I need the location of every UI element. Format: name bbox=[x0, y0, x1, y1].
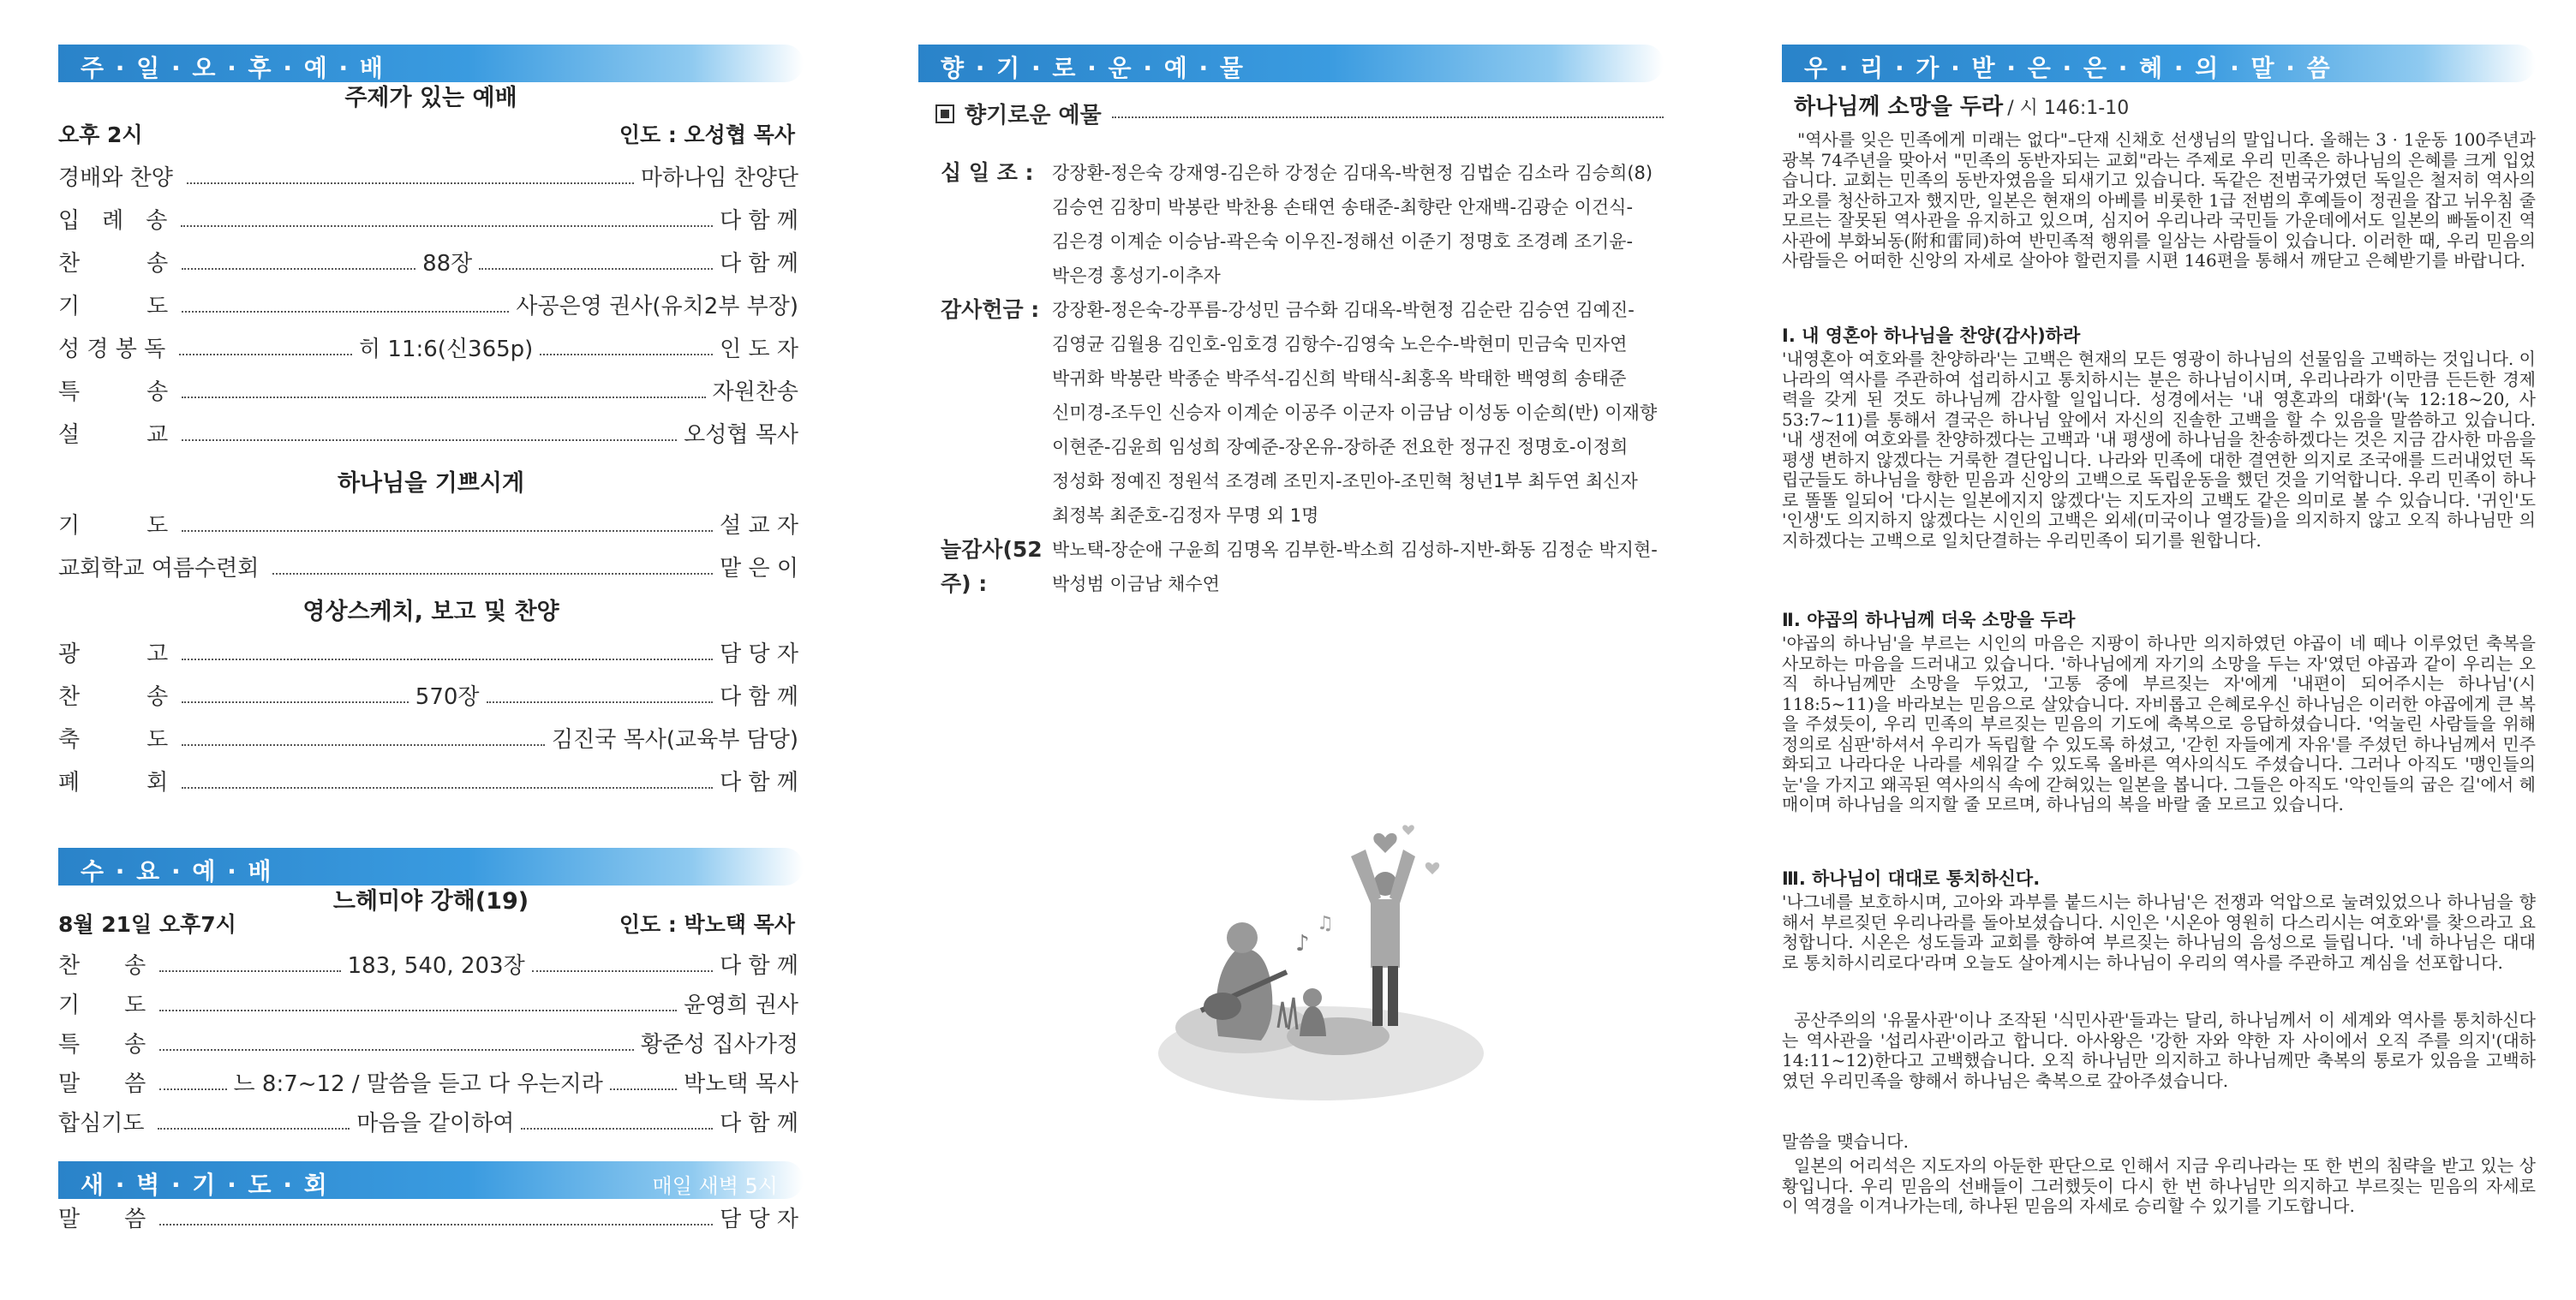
dotted-leader bbox=[182, 701, 409, 703]
order-row-label: 찬 송 bbox=[58, 684, 169, 710]
dotted-leader bbox=[272, 573, 713, 575]
order-row-value: 다 함 께 bbox=[720, 770, 798, 796]
couple-music-illustration bbox=[1141, 822, 1501, 1105]
sermon-point-3-body-2: 공산주의의 '유물사관'이나 조작된 '식민사관'들과는 달리, 하나님께서 이 세계와 역사를 통치하신다는 역사관을 '섭리사관'이라고 합니다. 아사왕은 '강한 자와 약한 자 사이에서 오직 주를 의지'(대하 14:11~12)한다고 고백했습니다. 오직 하나님만 의지하고 하나님께만 축복의 통로가 있음을 고백하였던 우리민족을 향해서 하나님은 축복으로 갚아주셨습니다. bbox=[1782, 1010, 2536, 1091]
order-row-label: 찬 송 bbox=[58, 251, 169, 277]
order-row bbox=[58, 1103, 804, 1137]
order-row-value: 담 당 자 bbox=[720, 1207, 798, 1232]
dotted-leader bbox=[179, 354, 352, 355]
offering-subheader: 향기로운 예물 bbox=[965, 103, 1102, 128]
offering-line bbox=[941, 327, 1669, 361]
wednesday-service-header-title: 수 · 요 · 예 · 배 bbox=[81, 857, 273, 886]
offering-category-label bbox=[941, 327, 1052, 361]
sermon-point-2-heading: Ⅱ. 야곱의 하나님께 더욱 소망을 두라 bbox=[1782, 610, 2076, 630]
offering-subheader-row bbox=[935, 98, 1664, 129]
dotted-leader bbox=[187, 182, 634, 184]
dotted-leader bbox=[182, 659, 713, 660]
order-row-value: 마하나임 찬양단 bbox=[640, 165, 798, 191]
offering-column bbox=[918, 0, 1664, 1300]
order-row bbox=[58, 945, 804, 980]
order-row bbox=[58, 286, 804, 320]
order-row-value: 다 함 께 bbox=[720, 684, 798, 710]
offering-names: 이현준-김윤희 임성희 장예준-장온유-장하준 전요한 정규진 정명호-이정희 bbox=[1052, 437, 1629, 457]
order-row-label: 기 도 bbox=[58, 294, 169, 319]
order-row bbox=[58, 243, 804, 277]
sunday-service-leader: 인도 : 오성협 목사 bbox=[619, 122, 795, 147]
offering-header-title: 향 · 기 · 로 · 운 · 예 · 물 bbox=[941, 54, 1245, 82]
dotted-leader bbox=[159, 1224, 713, 1225]
order-row-label: 교회학교 여름수련회 bbox=[58, 556, 260, 581]
order-row-detail: 88장 bbox=[422, 251, 473, 277]
offering-category-label bbox=[941, 224, 1052, 259]
order-row-label: 축 도 bbox=[58, 727, 169, 753]
order-row-label: 말 씀 bbox=[58, 1071, 146, 1097]
offering-line bbox=[941, 498, 1669, 533]
order-row-value: 다 함 께 bbox=[720, 953, 798, 979]
sunday-section-2: 하나님을 기쁘시게 bbox=[337, 470, 525, 497]
order-row-label: 기 도 bbox=[58, 993, 146, 1018]
svg-text:♪: ♪ bbox=[1295, 931, 1310, 957]
order-row bbox=[58, 985, 804, 1019]
order-row-value: 오성협 목사 bbox=[684, 422, 798, 448]
offering-category-label bbox=[941, 430, 1052, 464]
offering-names: 박귀화 박봉란 박종순 박주석-김신희 박태식-최홍옥 박태한 백영희 송태준 bbox=[1052, 368, 1627, 389]
order-row-label: 광 고 bbox=[58, 641, 169, 667]
order-row-value: 설 교 자 bbox=[720, 513, 798, 539]
dotted-leader bbox=[182, 268, 415, 270]
order-row-label: 기 도 bbox=[58, 513, 169, 539]
wednesday-service-leader: 인도 : 박노택 목사 bbox=[619, 912, 795, 937]
offering-names: 박은경 홍성기-이추자 bbox=[1052, 265, 1221, 286]
sermon-point-3-body: '나그네를 보호하시며, 고아와 과부를 붙드시는 하나님'은 전쟁과 억압으로 눌려있었으나 하나님을 향해서 부르짖던 우리나라를 돌아보셨습니다. 시인은 '시온아 영원히 다스리시는 여호와'를 찾으라고 요청합니다. 시온은 성도들과 교회를 향하여 부르짖는 하나님의 음성으로 들립니다. '네 하나님은 대대로 통치하시리로다'라며 오늘도 살아계시는 하나님이 우리의 역사를 주관하고 계심을 선포합니다. bbox=[1782, 892, 2536, 973]
sunday-service-subtitle: 주제가 있는 예배 bbox=[344, 85, 517, 111]
order-row bbox=[58, 158, 804, 192]
sermon-point-1-body: '내영혼아 여호와를 찬양하라'는 고백은 현재의 모든 영광이 하나님의 선물임을 고백하는 것입니다. 이 나라의 역사를 주관하여 섭리하시고 통치하시는 분은 하나님이시며, 우리나라가 이만큼 든든한 경제력을 갖게 된 것도 하나님께 감사할 일입니다. 성경에서는 '내 영혼과의 대화'(눅 12:18~20, 사 53:7~11)를 통해서 결국은 하나님 앞에서 자신의 진솔한 고백을 할 수 있음을 말씀하고 있습니다. '내 생전에 여호와를 찬양하겠다는 고백과 '내 평생에 하나님을 찬송하겠다는 것은 지금 감사한 마음을 평생 변하지 않겠다는 거룩한 결단입니다. 나라와 민족에 대한 결연한 의지로 조국애를 드러내었던 독립군들도 하나님을 향한 믿음과 신앙의 고백으로 독립운동을 했던 것을 기억합니다. 우리 민족이 하나로 똘똘 일되어 '다시는 일본에지지 않겠다'는 지도자의 고백도 같은 의미로 볼 수 있습니다. '귀인'도 '인생'도 의지하지 않겠다는 시인의 고백은 외세(미국이나 열강들)을 의지하지 않고 오직 하나님만 의지하겠다는 고백으로 일치단결하는 우리민족이 되기를 원합니다. bbox=[1782, 349, 2536, 551]
sermon-closing-label: 말씀을 맺습니다. bbox=[1782, 1131, 1909, 1152]
sermon-header bbox=[1782, 45, 2536, 82]
sermon-column bbox=[1782, 0, 2536, 1300]
sunday-service-header-title: 주 · 일 · 오 · 후 · 예 · 배 bbox=[81, 54, 385, 82]
dotted-leader bbox=[487, 701, 714, 703]
dotted-leader bbox=[159, 970, 340, 972]
order-row-detail: 마음을 같이하여 bbox=[356, 1111, 515, 1136]
order-row-label: 폐 회 bbox=[58, 770, 169, 796]
sermon-title: 하나님께 소망을 두라 bbox=[1794, 94, 2004, 120]
sermon-point-3-heading: Ⅲ. 하나님이 대대로 통치하신다. bbox=[1782, 868, 2041, 889]
dotted-leader bbox=[182, 439, 677, 441]
sermon-scripture-ref: / 시 146:1-10 bbox=[2007, 98, 2130, 119]
offering-names: 신미경-조두인 신승자 이계순 이공주 이군자 이금남 이성동 이순희(반) 이재향 bbox=[1052, 403, 1658, 423]
order-row-label: 말 씀 bbox=[58, 1207, 146, 1232]
offering-names: 김은경 이계순 이승남-곽은숙 이우진-정해선 이준기 정명호 조경례 조기윤- bbox=[1052, 231, 1634, 252]
order-row bbox=[58, 1064, 804, 1098]
order-row-detail: 183, 540, 203장 bbox=[347, 953, 525, 979]
offering-names: 박노택-장순애 구윤희 김명옥 김부한-박소희 김성하-지반-화동 김정순 박지현- bbox=[1052, 540, 1658, 560]
order-row bbox=[58, 762, 804, 796]
offering-names: 박성범 이금남 채수연 bbox=[1052, 574, 1220, 594]
order-row-label: 찬 송 bbox=[58, 953, 146, 979]
offering-names: 김승연 김창미 박봉란 박찬용 손태연 송태준-최향란 안재백-김광순 이건식- bbox=[1052, 197, 1634, 218]
offering-category-label bbox=[941, 396, 1052, 430]
offering-names: 강장환-정은숙 강재영-김은하 강정순 김대옥-박현정 김법순 김소라 김승희(8) bbox=[1052, 163, 1653, 183]
dotted-leader bbox=[159, 1010, 677, 1011]
offering-line bbox=[941, 567, 1669, 601]
order-row-value: 황준성 집사가정 bbox=[640, 1032, 798, 1058]
sermon-closing-body: 일본의 어리석은 지도자의 아둔한 판단으로 인해서 지금 우리나라는 또 한 번의 침략을 받고 있는 상황입니다. 우리 믿음의 선배들이 그러했듯이 다시 한 번 하나님만 의지하고 부르짖는 믿음의 자세로 이 역경을 이겨나가는데, 하나된 믿음의 자세로 승리할 수 있기를 기도합니다. bbox=[1782, 1155, 2536, 1216]
offering-names: 정성화 정예진 정원석 조경례 조민지-조민아-조민혁 청년1부 최두연 최신자 bbox=[1052, 471, 1638, 492]
offering-line bbox=[941, 190, 1669, 224]
order-row-value: 윤영희 권사 bbox=[684, 993, 798, 1018]
order-row bbox=[58, 1024, 804, 1058]
order-row-detail: 히 11:6(신365p) bbox=[359, 337, 534, 362]
order-row-value: 다 함 께 bbox=[720, 208, 798, 234]
order-row-detail: 570장 bbox=[415, 684, 480, 710]
offering-line bbox=[941, 361, 1669, 396]
dotted-leader bbox=[182, 397, 705, 398]
order-row bbox=[58, 719, 804, 754]
dotted-leader bbox=[182, 311, 509, 313]
dawn-prayer-header-title: 새 · 벽 · 기 · 도 · 회 bbox=[81, 1171, 329, 1199]
order-row bbox=[58, 677, 804, 711]
sermon-point-2-body: '야곱의 하나님'을 부르는 시인의 마음은 지팡이 하나만 의지하였던 야곱이 네 떼나 이루었던 축복을 사모하는 마음을 드러내고 있습니다. '하나님에게 자기의 소망을 두는 자'였던 야곱과 같이 우리는 오직 하나님께만 소망을 두었고, '고통 중에 부르짖는 자'에게 '내편이 되어주시는 하나님'(시 118:5~11)을 바라보는 믿음으로 살았습니다. 자비롭고 은혜로우신 하나님은 이러한 야곱에게 큰 복을 주셨듯이, 우리 민족의 부르짖는 믿음의 기도에 축복으로 응답하셨습니다. '억눌린 사람들을 위해 정의로 심판'하셔서 우리가 독립할 수 있도록 하셨고, '갇힌 자들에게 자유'를 주셨던 하나님께서 민주화되고 나라다운 나라를 세워갈 수 있도록 올바른 역사의식도 주셨습니다. 그러나 아직도 '맹인들의 눈'을 가지고 왜곡된 역사의식 속에 갇혀있는 일본을 봅니다. 그들은 아직도 '악인들의 굽은 길'에서 헤매이며 하나님을 의지할 줄 모르며, 하나님의 복을 바랄 줄 모르고 있습니다. bbox=[1782, 633, 2536, 814]
offering-names: 최정복 최준호-김정자 무명 외 1명 bbox=[1052, 505, 1319, 526]
dotted-leader bbox=[159, 1049, 634, 1051]
order-row-label: 성 경 봉 독 bbox=[58, 337, 166, 362]
dotted-leader bbox=[182, 744, 545, 746]
offering-category-label: 감사헌금 : bbox=[941, 297, 1040, 322]
order-row-value: 인 도 자 bbox=[720, 337, 798, 362]
offering-line bbox=[941, 293, 1669, 327]
sunday-service-time: 오후 2시 bbox=[58, 122, 143, 147]
offering-category-label bbox=[941, 567, 1052, 601]
worship-order-column bbox=[58, 0, 804, 1300]
order-row bbox=[58, 505, 804, 540]
order-row bbox=[58, 634, 804, 668]
order-row bbox=[58, 548, 804, 582]
order-row-value: 맡 은 이 bbox=[720, 556, 798, 581]
offering-line bbox=[941, 396, 1669, 430]
offering-category-label bbox=[941, 498, 1052, 533]
order-row-value: 담 당 자 bbox=[720, 641, 798, 667]
order-row-value: 박노택 목사 bbox=[684, 1071, 798, 1097]
wednesday-service-date: 8월 21일 오후7시 bbox=[58, 912, 236, 937]
offering-line bbox=[941, 259, 1669, 293]
offering-category-label: 늘감사(52주) : bbox=[941, 537, 1043, 596]
dotted-leader bbox=[540, 354, 713, 355]
dotted-leader bbox=[158, 1128, 350, 1130]
order-row-label: 입 례 송 bbox=[58, 208, 168, 234]
order-row bbox=[58, 372, 804, 406]
order-row-label: 경배와 찬양 bbox=[58, 165, 173, 191]
order-row-label: 합심기도 bbox=[58, 1111, 145, 1136]
wednesday-service-subtitle: 느헤미야 강해(19) bbox=[332, 888, 529, 915]
offering-category-label: 십 일 조 : bbox=[941, 160, 1034, 185]
sunday-section-3: 영상스케치, 보고 및 찬양 bbox=[302, 599, 559, 625]
sermon-intro: "역사를 잊은 민족에게 미래는 없다"–단재 신채호 선생님의 말입니다. 올해는 3 · 1운동 100주년과 광복 74주년을 맞아서 "민족의 동반자되는 교회"라는 주제로 우리 민족은 하나님의 은혜를 크게 입었습니다. 교회는 민족의 동반자였음을 되새기고 있습니다. 독같은 전범국가였던 독일은 철저히 역사의 과오를 청산하고자 했지만, 일본은 현재의 아베를 비롯한 1급 전범의 후예들이 정권을 잡고 뉘우침 줄 모르는 잘못된 역사관을 유지하고 있으며, 심지어 우리나라 국민들 가운데에서도 일본의 빠돌이진 역사관에 부화뇌동(附和雷同)하여 반민족적 행위를 일삼는 사람들이 있습니다. 이러한 때, 우리 믿음의 사람들은 어떠한 신앙의 자세로 살아야 할런지를 시편 146편을 통해서 깨닫고 은혜받기를 바랍니다. bbox=[1782, 129, 2536, 271]
offering-header bbox=[918, 45, 1664, 82]
dotted-leader bbox=[181, 225, 713, 227]
order-row bbox=[58, 1199, 804, 1233]
order-row-value: 다 함 께 bbox=[720, 1111, 798, 1136]
dawn-prayer-time: 매일 새벽 5시 bbox=[652, 1174, 778, 1198]
wednesday-service-header bbox=[58, 848, 804, 886]
order-row-value: 자원찬송 bbox=[712, 379, 798, 405]
offering-line bbox=[941, 156, 1669, 190]
order-row-label: 특 송 bbox=[58, 379, 169, 405]
offering-line bbox=[941, 464, 1669, 498]
dotted-leader bbox=[610, 1088, 677, 1090]
dawn-prayer-header bbox=[58, 1161, 804, 1199]
offering-category-label bbox=[941, 464, 1052, 498]
order-row-value: 김진국 목사(교육부 담당) bbox=[552, 727, 798, 753]
dotted-leader bbox=[521, 1128, 713, 1130]
offering-category-label bbox=[941, 259, 1052, 293]
dotted-leader bbox=[159, 1088, 226, 1090]
sunday-service-header bbox=[58, 45, 804, 82]
sermon-header-title: 우 · 리 · 가 · 받 · 은 · 은 · 혜 · 의 · 말 · 씀 bbox=[1804, 54, 2332, 82]
offering-category-label bbox=[941, 361, 1052, 396]
dotted-leader bbox=[532, 970, 713, 972]
order-row-value: 사공은영 권사(유치2부 부장) bbox=[516, 294, 798, 319]
square-bullet-icon bbox=[935, 104, 954, 123]
order-row-detail: 느 8:7~12 / 말씀을 듣고 다 우는지라 bbox=[233, 1071, 603, 1097]
offering-names: 김영균 김월용 김인호-임호경 김항수-김영숙 노은수-박현미 민금숙 민자연 bbox=[1052, 334, 1628, 355]
order-row bbox=[58, 329, 804, 363]
offering-line bbox=[941, 430, 1669, 464]
dotted-leader bbox=[479, 268, 713, 270]
offering-category-label bbox=[941, 190, 1052, 224]
sermon-point-1-heading: Ⅰ. 내 영혼아 하나님을 찬양(감사)하라 bbox=[1782, 325, 2081, 346]
order-row-label: 설 교 bbox=[58, 422, 169, 448]
offering-names: 강장환-정은숙-강푸름-강성민 금수화 김대옥-박현정 김순란 김승연 김예진- bbox=[1052, 300, 1635, 320]
dotted-leader bbox=[182, 530, 713, 532]
order-row bbox=[58, 200, 804, 235]
sermon-title-row bbox=[1794, 89, 2536, 121]
offering-line bbox=[941, 224, 1669, 259]
svg-text:♫: ♫ bbox=[1317, 913, 1334, 934]
dotted-leader bbox=[182, 787, 713, 789]
order-row-value: 다 함 께 bbox=[720, 251, 799, 277]
order-row bbox=[58, 414, 804, 449]
order-row-label: 특 송 bbox=[58, 1032, 146, 1058]
offering-subheader-rule bbox=[1112, 116, 1664, 118]
